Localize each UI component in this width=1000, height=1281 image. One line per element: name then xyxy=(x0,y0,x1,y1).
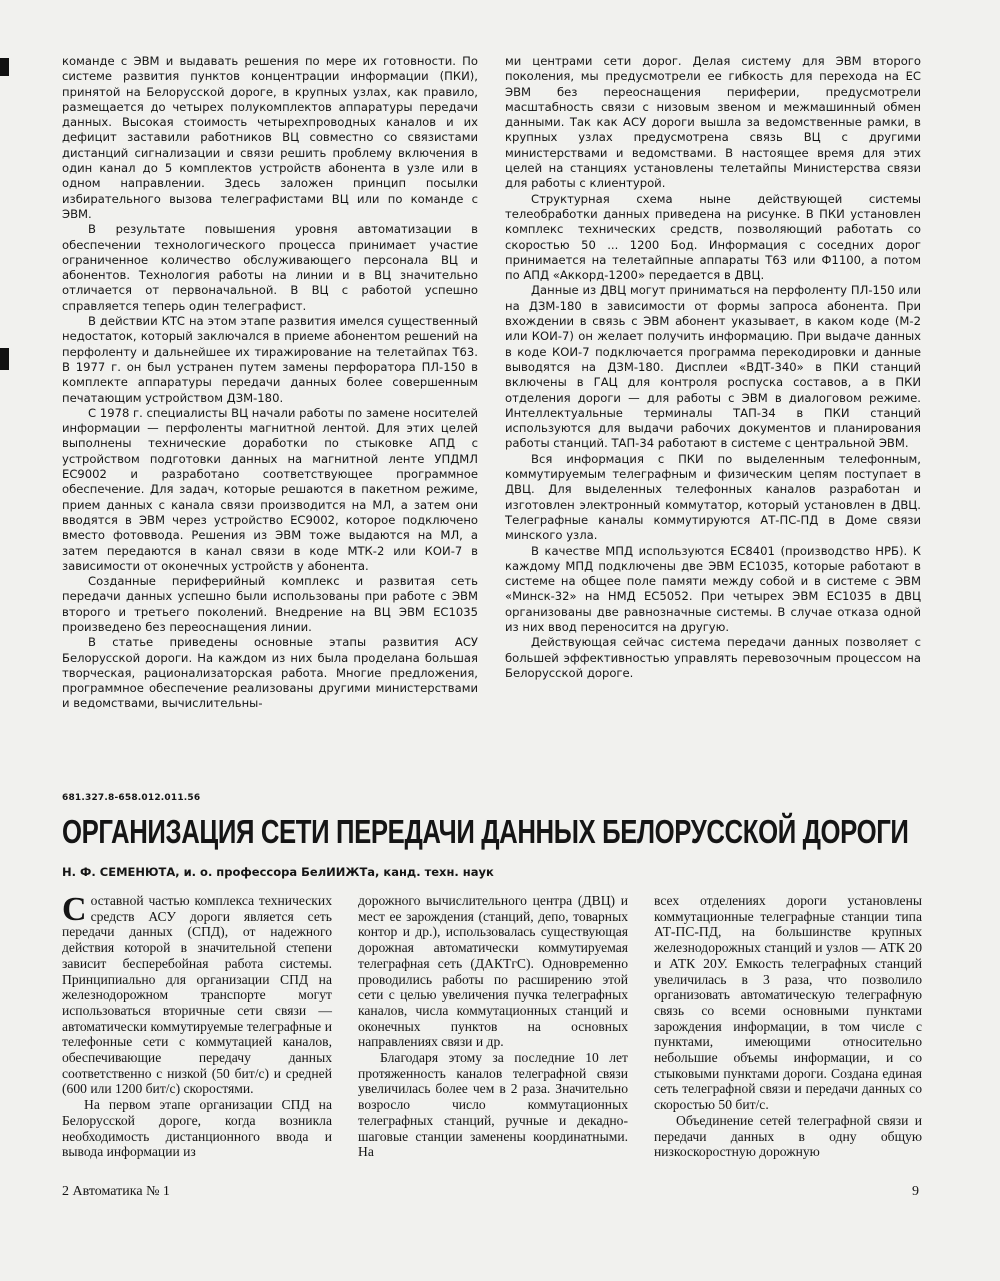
paragraph: всех отделениях дороги установлены коммутационные телеграфные станции типа АТ-ПС-ПД, на большинстве крупных железнодорожных станций и узлов — АТК 20 и АТК 20У. Емкость телеграфных станций увеличилась в 3 раза, что позволило организовать автоматическую телеграфную связь со всеми основными пунктами зарождения информации, в том числе с пунктами, имеющими относительно небольшие объемы информации, и со стыковыми пунктами дороги. Создана единая сеть телеграфной связи и передачи данных со скоростью 50 бит/с. xyxy=(654,893,922,1113)
footer-issue-label: 2 Автоматика № 1 xyxy=(62,1184,170,1199)
article-column-2 xyxy=(358,893,628,1160)
drop-cap: С xyxy=(62,891,87,928)
paragraph: Структурная схема ныне действующей системы телеобработки данных приведена на рисунке. В ПКИ установлен комплекс технических средств, позволяющий работать со скоростью 50 ... 1200 Бод. Информация с соседних дорог принимается на телетайпные аппараты Т63 или Ф1100, а потом по АПД «Аккорд-1200» передается в ДВЦ. xyxy=(505,191,921,283)
paragraph-text: оставной частью комплекса технических средств АСУ дороги является сеть передачи данных (СПД), от надежного действия которой в значительной степени зависит бесперебойная работа системы. Принципиально для организации СПД на железнодорожном транспорте могут использоваться вторичные сети связи — автоматически коммутируемые телеграфные и телефонные сети с коммутацией каналов, обеспечивающие передачу данных соответственно с низкой (50 бит/с) и средней (600 или 1200 бит/с) скоростями. xyxy=(62,893,332,1097)
paragraph: В результате повышения уровня автоматизации в обеспечении технологического процесса принимает участие ограниченное количество обслуживающего персонала ВЦ и абонентов. Технология работы на линии и в ВЦ значительно отличается от первоначальной. В ВЦ с работой успешно справляется теперь один телеграфист. xyxy=(62,222,478,313)
paragraph xyxy=(62,893,332,1097)
paragraph: Действующая сейчас система передачи данных позволяет с большей эффективностью управлять перевозочным процессом на Белорусской дороге. xyxy=(505,635,921,680)
page-number: 9 xyxy=(912,1184,919,1199)
paragraph: В качестве МПД используются ЕС8401 (производство НРБ). К каждому МПД подключены две ЭВМ ЕС1035, которые работают в системе на общее поле памяти между собой и в системе с ЭВМ «Минск-32» на НМД ЕС5052. При четырех ЭВМ ЕС1035 в ДВЦ организованы две равнозначные системы. В случае отказа одной из них ввод переносится на другую. xyxy=(505,543,921,634)
paragraph: В действии КТС на этом этапе развития имелся существенный недостаток, который заключался в приеме абонентом решений на перфоленту и дальнейшее их тиражирование на телетайпах Т63. В 1977 г. он был устранен путем замены перфоратора ПЛ-150 в комплекте аппаратуры передачи данных более совершенным печатающим устройством ДЗМ-180. xyxy=(62,314,478,405)
paragraph: Созданные периферийный комплекс и развитая сеть передачи данных успешно были использованы при работе с ЭВМ второго и третьего поколений. Внедрение на ВЦ ЭВМ ЕС1035 произведено без переоснащения линии. xyxy=(62,574,478,634)
article-column-1 xyxy=(62,893,332,1160)
author-byline: Н. Ф. СЕМЕНЮТА, и. о. профессора БелИИЖТа, канд. техн. наук xyxy=(62,865,494,879)
article-column-3 xyxy=(654,893,922,1160)
paragraph: С 1978 г. специалисты ВЦ начали работы по замене носителей информации — перфоленты магнитной лентой. Для этих целей выполнены технические доработки по стыковке АПД с устройством подготовки данных на магнитной ленте УПДМЛ ЕС9002 и разработано соответствующее программное обеспечение. Для задач, которые решаются в пакетном режиме, прием данных с канала связи производится на МЛ, а затем они вводятся в ЭВМ через устройство ЕС9002, которое подключено вместо фотоввода. Решения из ЭВМ тоже выдаются на МЛ, а затем передаются в канал связи в коде МТК-2 или КОИ-7 в зависимости от оконечных устройств у абонента. xyxy=(62,405,478,573)
paragraph: Объединение сетей телеграфной связи и передачи данных в одну общую низкоскоростную дорожную xyxy=(654,1112,922,1160)
paragraph: Благодаря этому за последние 10 лет протяженность каналов телеграфной связи увеличилась более чем в 2 раза. Значительно возросло число коммутационных телеграфных станций, ручные и декадно-шаговые станции заменены координатными. На xyxy=(358,1050,628,1160)
paragraph: Данные из ДВЦ могут приниматься на перфоленту ПЛ-150 или на ДЗМ-180 в зависимости от формы запроса абонента. При вхождении в связь с ЭВМ абонент указывает, в каком коде (М-2 или КОИ-7) он желает получить информацию. При выдаче данных в коде КОИ-7 подключается программа перекодировки и данные выводятся на ДЗМ-180. Дисплеи «ВДТ-340» в ПКИ станций включены в ГАЦ для контроля роспуска составов, а в ПКИ отделения дороги — для работы с ЭВМ в диалоговом режиме. Интеллектуальные терминалы ТАП-34 в ПКИ станций используются для выдачи рабочих документов и планирования работы станций. ТАП-34 работают в системе с центральной ЭВМ. xyxy=(505,283,921,451)
article-title: ОРГАНИЗАЦИЯ СЕТИ ПЕРЕДАЧИ ДАННЫХ БЕЛОРУССКОЙ ДОРОГИ xyxy=(62,813,909,850)
paragraph: Вся информация с ПКИ по выделенным телефонным, коммутируемым телеграфным и физическим цепям поступает в ДВЦ. Для выделенных телефонных каналов разработан и изготовлен электронный коммутатор, который установлен в ДВЦ. Телеграфные каналы коммутируются АТ-ПС-ПД в Доме связи минского узла. xyxy=(505,451,921,543)
paragraph: На первом этапе организации СПД на Белорусской дороге, когда возникла необходимость дистанционного ввода и вывода информации из xyxy=(62,1097,332,1160)
udc-code: 681.327.8-658.012.011.56 xyxy=(62,793,201,803)
top-left-column xyxy=(62,54,478,712)
top-right-column xyxy=(505,54,921,681)
paragraph: команде с ЭВМ и выдавать решения по мере их готовности. По системе развития пунктов концентрации информации (ПКИ), принятой на Белорусской дороге, в крупных узлах, как правило, размещается до четырех полукомплектов аппаратуры передачи данных. Высокая стоимость четырехпроводных каналов и их дефицит заставили работников ВЦ совместно со связистами дистанций сигнализации и связи решить проблему включения в один канал до 5 комплектов устройств абонента в узле или в одном направлении. Здесь заложен принцип посылки избирательного вызова телеграфистами ВЦ или по команде с ЭВМ. xyxy=(62,54,478,221)
paragraph: ми центрами сети дорог. Делая систему для ЭВМ второго поколения, мы предусмотрели ее гибкость для перехода на ЕС ЭВМ без переоснащения периферии, предусмотрели масштабность связи с низовым звеном и межмашинный обмен данными. Так как АСУ дороги вышла за ведомственные рамки, в крупных узлах предусмотрена связь ВЦ с другими министерствами и ведомствами. В настоящее время для этих целей на станциях установлены телетайпы Министерства связи для работы с клиентурой. xyxy=(505,54,921,191)
page-edge-mark-top xyxy=(0,58,9,76)
page-edge-mark-middle xyxy=(0,348,9,370)
paragraph: дорожного вычислительного центра (ДВЦ) и мест ее зарождения (станций, депо, товарных контор и др.), использовалась существующая дорожная автоматически коммутируемая телеграфная сеть (ДАКТгС). Одновременно проводились работы по расширению этой сети с целью увеличения пучка телеграфных каналов, числа коммутационных станций и оконечных пунктов на основных направлениях связи и др. xyxy=(358,893,628,1050)
paragraph: В статье приведены основные этапы развития АСУ Белорусской дороги. На каждом из них была проделана большая творческая, рационализаторская работа. Многие предложения, программное обеспечение реализованы другими министерствами и ведомствами, вычислительны- xyxy=(62,635,478,711)
